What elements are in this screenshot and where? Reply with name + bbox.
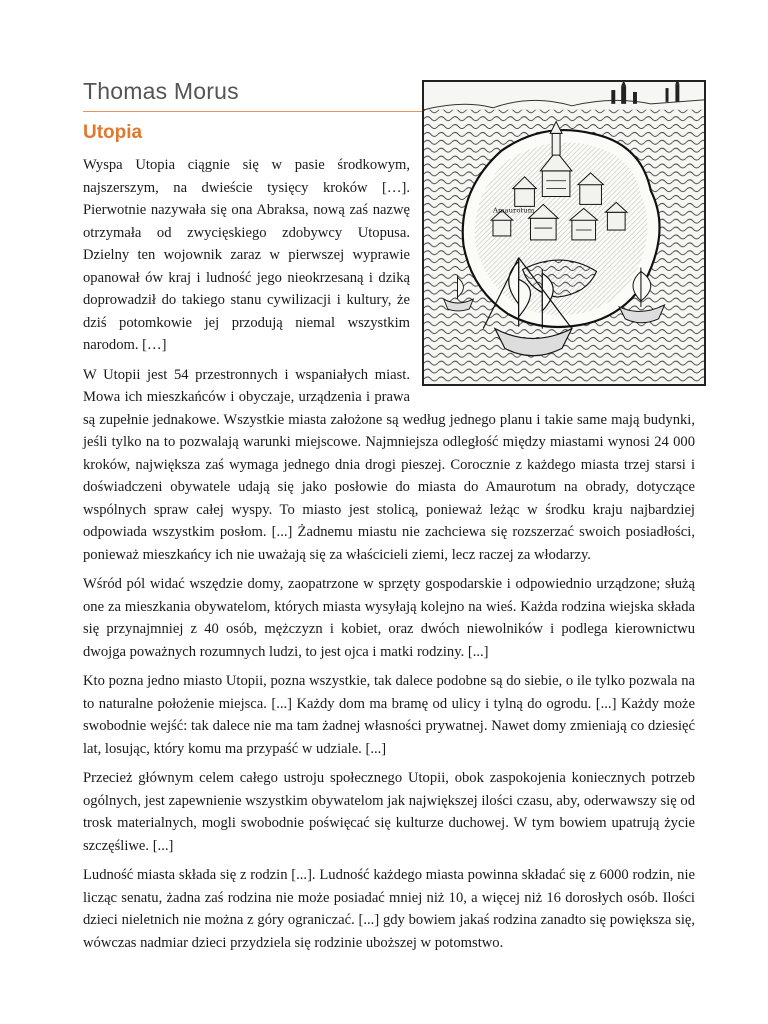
- paragraph-2: W Utopii jest 54 przestronnych i wspaniałych miast. Mowa ich mieszkańców i obyczaje, urządzenia i prawa są zupełnie jednakowe. Wszystkie miasta założone są według jednego planu i takie same mają budynki, jeśli tylko na to pozwalają warunki miejscowe. Najmniejsza odległość między miastami wynosi 24 000 kroków, największa zaś wymaga jednego dnia drogi pieszej. Corocznie z każdego miasta trzej starsi i doświadczeni obywatele udają się jako posłowie do miasta do Amaurotum na obrady, dotyczące wspólnych spraw całej wyspy. To miasto jest stolicą, ponieważ leżąc w środku kraju najbardziej odpowiada wszystkim posłom. [...] Żadnemu miastu nie zachciewa się rozszerzać swoich posiadłości, ponieważ mieszkańcy ich nie uważają się za właścicieli ziemi, lecz raczej za włodarzy.: [83, 366, 695, 563]
- author-heading: Thomas Morus: [83, 78, 473, 112]
- paragraph-5: Przecież głównym celem całego ustroju społecznego Utopii, obok zaspokojenia koniecznych potrzeb ogólnych, jest zapewnienie wszystkim obywatelom jak największej ilości czasu, aby, oderwawszy się od trosk materialnych, mogli swobodnie poświęcać się kulturze duchowej. W tym bowiem upatrują życie szczęśliwe. [...]: [83, 770, 695, 854]
- document-page: [83, 78, 695, 961]
- work-title: Utopia: [83, 122, 143, 143]
- paragraph-1: Wyspa Utopia ciągnie się w pasie środkowym, najszerszym, na dwieście tysięcy kroków […]. Pierwotnie nazywała się ona Abraksa, nową zaś nazwę otrzymała od zwycięskiego zdobywcy Utopusa. Dzielny ten wojownik zaraz w pierwszej wyprawie opanował ów kraj i ludność jego nieokrzesaną i dziką doprowadził do takiego stanu cywilizacji i kultury, że dziś potomkowie jej przodują niemal wszystkim narodom. […]: [83, 157, 410, 353]
- paragraph-4: Kto pozna jedno miasto Utopii, pozna wszystkie, tak dalece podobne są do siebie, o ile tylko pozwala na to naturalne położenie miejsca. [...] Każdy dom ma bramę od ulicy i tylną do ogrodu. [...] Każdy może swobodnie wejść: tak dalece nie ma tam żadnej własności prywatnej. Nawet domy zmieniają co dziesięć lat, losując, który komu ma przypaść w udziale. [...]: [83, 673, 695, 757]
- woodcut-illustration: [424, 82, 704, 384]
- map-label-amaurotum: Amaurotum: [493, 206, 535, 215]
- utopia-island-woodcut: [422, 80, 706, 386]
- paragraph-3: Wśród pól widać wszędzie domy, zaopatrzone w sprzęty gospodarskie i odpowiednio urządzone; służą one za mieszkania obywatelom, których miasta wysyłają kolejno na wieś. Każda rodzina wiejska składa się przynajmniej z 40 osób, mężczyzn i kobiet, oraz dwóch niewolników i podlega kierownictwu dwojga poważnych rozumnych ludzi, to jest ojca i matki rodziny. [...]: [83, 576, 695, 660]
- paragraph-6: Ludność miasta składa się z rodzin [...]. Ludność każdego miasta powinna składać się z 6000 rodzin, nie licząc senatu, żadna zaś rodzina nie może posiadać mniej niż 10, a więcej niż 16 dorosłych osób. Ilości dzieci nieletnich nie można z góry ograniczać. [...] gdy bowiem jakaś rodzina zanadto się powiększa się, wówczas nadmiar dzieci przydziela się rodzinie uboższej w potomstwo.: [83, 867, 695, 951]
